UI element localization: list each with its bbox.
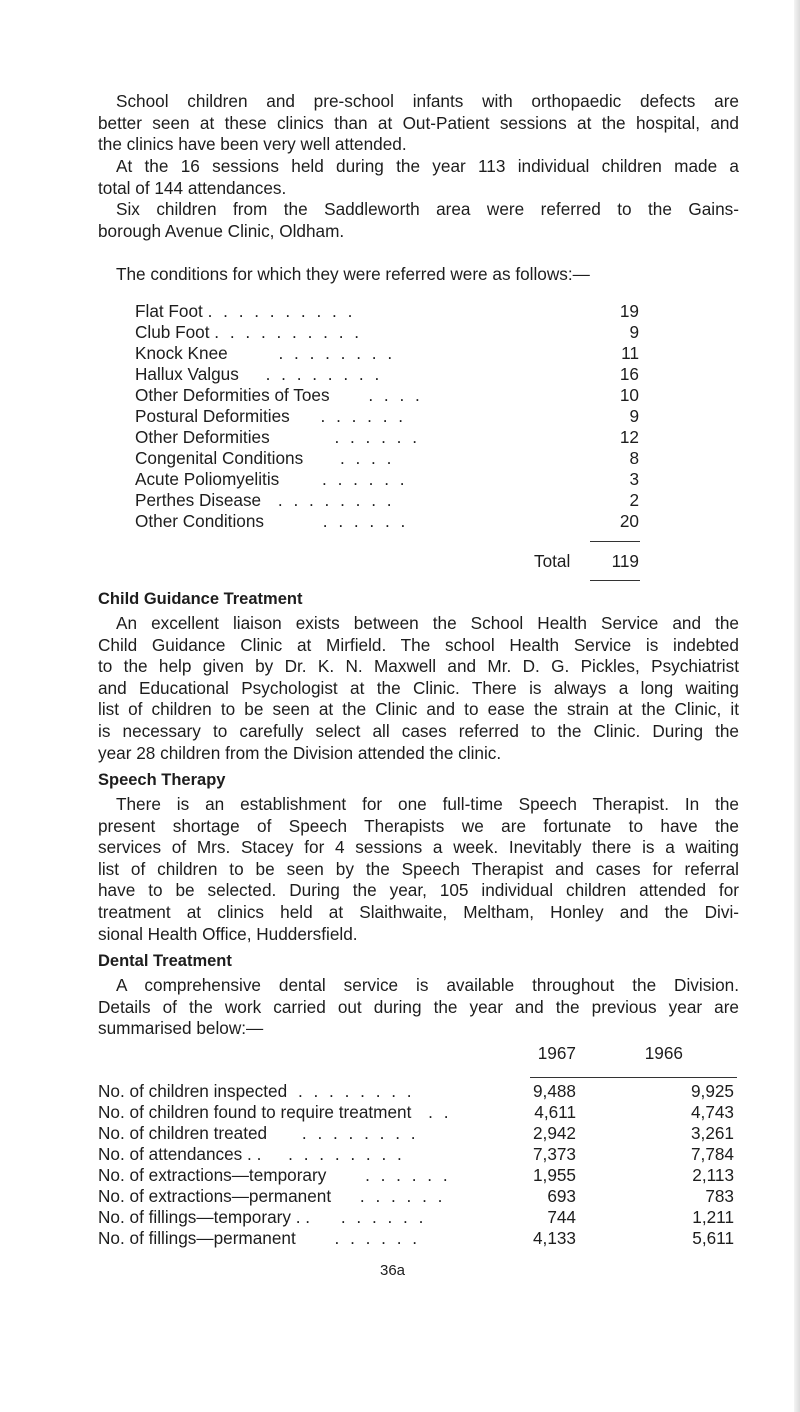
header-rule — [530, 1077, 737, 1078]
leader-dots: . . . . . . . . . . — [214, 322, 363, 342]
text-line: treatment at clinics held at Slaithwaite, Meltham, Honley and the Divi- — [98, 901, 739, 922]
page-number: 36a — [380, 1262, 406, 1279]
condition-label: Knock Knee — [135, 343, 228, 363]
condition-row — [135, 469, 408, 490]
condition-label: Hallux Valgus — [135, 364, 239, 384]
column-header-1966: 1966 — [644, 1043, 683, 1063]
text-line: Six children from the Saddleworth area were referred to the Gains- — [116, 199, 739, 219]
text-line: have to be selected. During the year, 105 individual children attended for — [98, 880, 739, 901]
leader-dots: . . — [428, 1102, 452, 1122]
condition-row — [135, 364, 382, 385]
condition-row — [135, 385, 423, 406]
condition-row — [135, 511, 408, 532]
text-line: present shortage of Speech Therapists we are fortunate to have the — [98, 815, 739, 836]
dental-row — [98, 1081, 415, 1102]
value-1967: 2,942 — [532, 1123, 576, 1143]
leader-dots: . . . . . . . . — [278, 343, 396, 363]
value-1966: 4,743 — [690, 1102, 734, 1122]
condition-label: Other Conditions — [135, 511, 264, 531]
condition-value: 12 — [619, 427, 639, 447]
dental-row-label: No. of attendances . . — [98, 1144, 262, 1164]
text-line: Child Guidance Clinic at Mirfield. The school Health Service is indebted — [98, 634, 739, 655]
condition-value: 16 — [619, 364, 639, 384]
dental-row-label: No. of fillings—permanent — [98, 1228, 296, 1248]
condition-value: 9 — [629, 406, 639, 426]
leader-dots: . . . . . . . . — [277, 490, 395, 510]
text-line: School children and pre-school infants with orthopaedic defects are — [116, 91, 739, 111]
value-1966: 783 — [705, 1186, 734, 1206]
dental-row-label: No. of extractions—temporary — [98, 1165, 327, 1185]
condition-value: 19 — [619, 301, 639, 321]
leader-dots: . . . . — [339, 448, 395, 468]
condition-row — [135, 322, 362, 343]
column-header-1967: 1967 — [537, 1043, 576, 1063]
total-value: 119 — [611, 551, 639, 571]
value-1966: 9,925 — [690, 1081, 734, 1101]
condition-label: Congenital Conditions — [135, 448, 304, 468]
dental-row — [98, 1228, 420, 1249]
condition-label: Other Deformities of Toes — [135, 385, 330, 405]
text-line: An excellent liaison exists between the School Health Service and the — [116, 613, 739, 633]
dental-row-label: No. of children treated — [98, 1123, 268, 1143]
intro-paragraph-2 — [98, 156, 739, 199]
value-1966: 1,211 — [692, 1207, 734, 1227]
leader-dots: . . . . . . — [320, 406, 407, 426]
text-line: the clinics have been very well attended. — [98, 134, 407, 155]
dental-row — [98, 1123, 419, 1144]
leader-dots: . . . . . . — [334, 1228, 421, 1248]
value-1967: 1,955 — [532, 1165, 576, 1185]
intro-paragraph-3 — [98, 199, 739, 242]
leader-dots: . . . . . . . . — [265, 364, 383, 384]
dental-row-label: No. of children inspected — [98, 1081, 288, 1101]
text-line: Details of the work carried out during the year and the previous year are — [98, 996, 739, 1017]
value-1967: 693 — [547, 1186, 576, 1206]
dental-row — [98, 1186, 445, 1207]
total-rule-top — [590, 541, 640, 542]
child-guidance-paragraph — [98, 613, 739, 764]
text-line: summarised below:— — [98, 1018, 264, 1039]
dental-row — [98, 1102, 451, 1123]
text-line: to the help given by Dr. K. N. Maxwell and Mr. D. G. Pickles, Psychiatrist — [98, 656, 739, 677]
dental-treatment-paragraph — [98, 975, 739, 1040]
leader-dots: . . . . . . — [322, 469, 408, 489]
condition-label: Perthes Disease — [135, 490, 262, 510]
text-line: year 28 children from the Division attended the clinic. — [98, 742, 502, 763]
condition-label: Other Deformities — [135, 427, 270, 447]
leader-dots: . . . . . . . . — [297, 1081, 415, 1101]
value-1966: 7,784 — [690, 1144, 734, 1164]
speech-therapy-heading: Speech Therapy — [98, 771, 226, 789]
dental-treatment-heading: Dental Treatment — [98, 952, 232, 970]
intro-paragraph-4 — [98, 264, 739, 286]
condition-value: 10 — [619, 385, 639, 405]
text-line: is necessary to carefully select all cases referred to the Clinic. During the — [98, 720, 739, 741]
condition-value: 8 — [629, 448, 639, 468]
leader-dots: . . . . — [368, 385, 423, 405]
child-guidance-heading: Child Guidance Treatment — [98, 590, 303, 608]
condition-value: 3 — [629, 469, 639, 489]
condition-row — [135, 406, 406, 427]
leader-dots: . . . . . . — [359, 1186, 446, 1206]
text-line: A comprehensive dental service is available throughout the Division. — [116, 975, 739, 995]
total-label: Total — [534, 551, 571, 571]
condition-row — [135, 448, 394, 469]
leader-dots: . . . . . . . . . . — [207, 301, 356, 321]
dental-row — [98, 1165, 451, 1186]
value-1966: 2,113 — [692, 1165, 734, 1185]
condition-row — [135, 301, 355, 322]
condition-row — [135, 427, 420, 448]
leader-dots: . . . . . . — [365, 1165, 451, 1185]
condition-label: Acute Poliomyelitis — [135, 469, 280, 489]
text-line: services of Mrs. Stacey for 4 sessions a week. Inevitably there is a waiting — [98, 837, 739, 858]
text-line: sional Health Office, Huddersfield. — [98, 923, 358, 944]
value-1967: 744 — [547, 1207, 576, 1227]
condition-value: 11 — [621, 343, 639, 363]
value-1967: 4,611 — [534, 1102, 576, 1122]
leader-dots: . . . . . . . . — [301, 1123, 419, 1143]
condition-value: 20 — [619, 511, 639, 531]
condition-label: Club Foot — [135, 322, 210, 342]
dental-row — [98, 1207, 426, 1228]
text-line: list of children to be seen at the Clinic and to ease the strain at the Clinic, it — [98, 699, 739, 720]
leader-dots: . . . . . . . . — [288, 1144, 405, 1164]
leader-dots: . . . . . . — [322, 511, 409, 531]
value-1966: 3,261 — [690, 1123, 734, 1143]
text-line: The conditions for which they were referred were as follows:— — [116, 264, 590, 284]
text-line: At the 16 sessions held during the year 113 individual children made a — [116, 156, 739, 176]
intro-paragraph-1 — [98, 91, 739, 156]
dental-row-label: No. of children found to require treatment — [98, 1102, 412, 1122]
text-line: and Educational Psychologist at the Clinic. There is always a long waiting — [98, 677, 739, 698]
condition-label: Flat Foot — [135, 301, 203, 321]
condition-row — [135, 490, 395, 511]
condition-label: Postural Deformities — [135, 406, 290, 426]
total-rule-bottom — [590, 580, 640, 581]
condition-row — [135, 343, 395, 364]
text-line: borough Avenue Clinic, Oldham. — [98, 220, 345, 241]
speech-therapy-paragraph — [98, 794, 739, 945]
value-1967: 4,133 — [532, 1228, 576, 1248]
leader-dots: . . . . . . — [340, 1207, 427, 1227]
value-1967: 9,488 — [532, 1081, 576, 1101]
dental-row-label: No. of extractions—permanent — [98, 1186, 332, 1206]
condition-value: 2 — [629, 490, 639, 510]
dental-row-label: No. of fillings—temporary . . — [98, 1207, 311, 1227]
text-line: better seen at these clinics than at Out-Patient sessions at the hospital, and — [98, 112, 739, 133]
leader-dots: . . . . . . — [334, 427, 420, 447]
text-line: There is an establishment for one full-time Speech Therapist. In the — [116, 794, 739, 814]
page-edge-shadow — [794, 0, 800, 1412]
text-line: total of 144 attendances. — [98, 177, 287, 198]
value-1967: 7,373 — [532, 1144, 576, 1164]
dental-row — [98, 1144, 405, 1165]
condition-value: 9 — [629, 322, 639, 342]
text-line: list of children to be seen by the Speech Therapist and cases for referral — [98, 858, 739, 879]
value-1966: 5,611 — [692, 1228, 734, 1248]
